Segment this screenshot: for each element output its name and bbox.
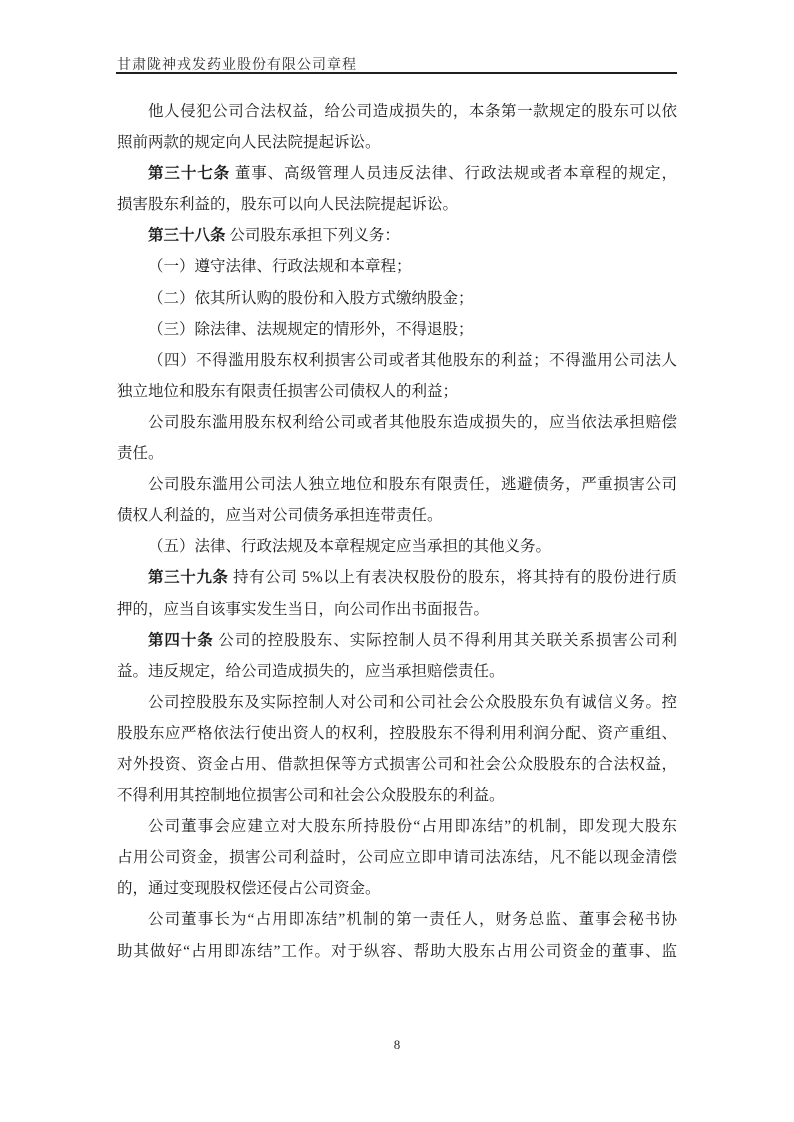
text-line: 第四十条 公司的控股股东、实际控制人员不得利用其关联关系损害公司利 <box>148 631 677 649</box>
text-line: 公司董事长为“占用即冻结”机制的第一责任人，财务总监、董事会秘书协 <box>148 911 677 929</box>
article-number: 第三十七条 <box>148 165 231 183</box>
text-line: 占用公司资金，损害公司利益时，公司应立即申请司法冻结，凡不能以现金清偿 <box>117 849 677 867</box>
text-line: （一）遵守法律、行政法规和本章程； <box>148 258 412 276</box>
document-body <box>117 96 677 967</box>
text-line: 公司股东滥用公司法人独立地位和股东有限责任，逃避债务，严重损害公司 <box>148 476 677 494</box>
text-line: 他人侵犯公司合法权益，给公司造成损失的，本条第一款规定的股东可以依 <box>148 103 677 120</box>
page-header-title: 甘肃陇神戎发药业股份有限公司章程 <box>117 58 357 73</box>
header-divider <box>116 72 677 74</box>
text-line: （二）依其所认购的股份和入股方式缴纳股金； <box>148 289 474 307</box>
text-line: 损害股东利益的，股东可以向人民法院提起诉讼。 <box>117 196 459 214</box>
text-line: 债权人利益的，应当对公司债务承担连带责任。 <box>117 507 443 525</box>
text-line: 益。违反规定，给公司造成损失的，应当承担赔偿责任。 <box>117 662 505 680</box>
text-line: 独立地位和股东有限责任损害公司债权人的利益； <box>117 382 459 400</box>
text-line: （三）除法律、法规规定的情形外，不得退股； <box>148 320 474 338</box>
text-line: 不得利用其控制地位损害公司和社会公众股股东的利益。 <box>117 787 505 805</box>
text-line: 照前两款的规定向人民法院提起诉讼。 <box>117 134 381 152</box>
article-number: 第三十九条 <box>148 569 229 587</box>
text-line: 责任。 <box>117 445 164 463</box>
article-number: 第三十八条 <box>148 227 226 245</box>
text-line: 的，通过变现股权偿还侵占公司资金。 <box>117 880 381 898</box>
text-line: 第三十七条 董事、高级管理人员违反法律、行政法规或者本章程的规定， <box>148 165 677 183</box>
text-line: 押的，应当自该事实发生当日，向公司作出书面报告。 <box>117 600 490 618</box>
text-line: 第三十九条 持有公司 5%以上有表决权股份的股东，将其持有的股份进行质 <box>148 569 677 587</box>
text-line: 助其做好“占用即冻结”工作。对于纵容、帮助大股东占用公司资金的董事、监 <box>117 942 677 960</box>
text-line: 股股东应严格依法行使出资人的权利，控股股东不得利用利润分配、资产重组、 <box>117 724 677 742</box>
page-number: 8 <box>393 1037 401 1052</box>
text-line: 公司董事会应建立对大股东所持股份“占用即冻结”的机制，即发现大股东 <box>148 818 677 836</box>
text-line: （四）不得滥用股东权利损害公司或者其他股东的利益；不得滥用公司法人 <box>148 351 677 369</box>
text-line: 公司股东滥用股东权利给公司或者其他股东造成损失的，应当依法承担赔偿 <box>148 413 677 431</box>
text-line: 公司控股股东及实际控制人对公司和公司社会公众股股东负有诚信义务。控 <box>148 693 677 711</box>
text-line: （五）法律、行政法规及本章程规定应当承担的其他义务。 <box>148 538 552 556</box>
article-number: 第四十条 <box>148 631 214 649</box>
text-line: 对外投资、资金占用、借款担保等方式损害公司和社会公众股股东的合法权益， <box>117 755 677 773</box>
text-line: 第三十八条 公司股东承担下列义务： <box>148 227 400 245</box>
